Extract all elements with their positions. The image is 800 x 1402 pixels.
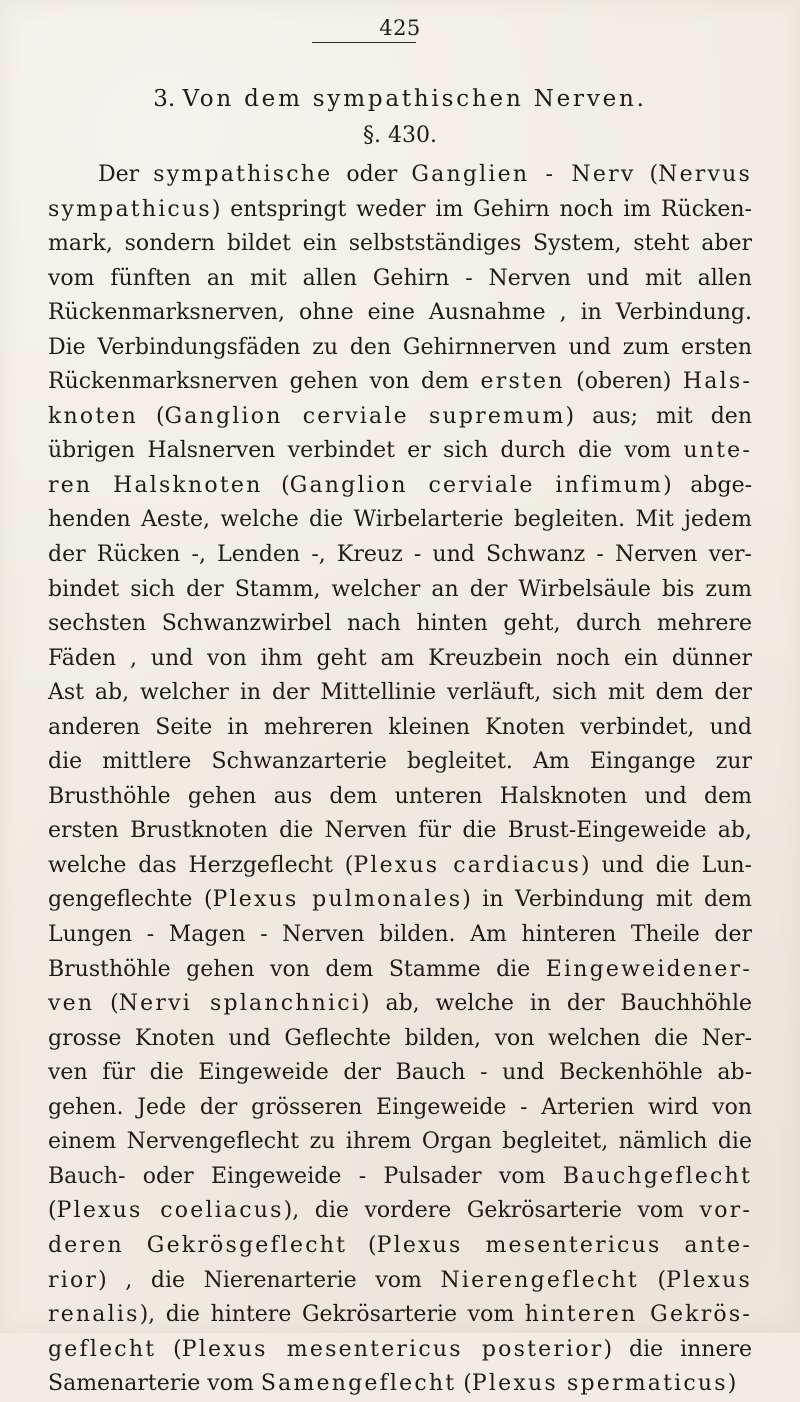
text-line	[48, 953, 752, 988]
text-run: henden Aeste, welche die Wirbelarterie begleiten. Mit jedem	[48, 507, 752, 533]
text-run: Brusthöhle gehen von dem Stamme die	[48, 956, 546, 982]
text-run: (	[456, 1371, 472, 1397]
emphasized-text: unte-	[683, 438, 752, 464]
text-line	[48, 1367, 752, 1402]
text-run: (	[262, 472, 290, 498]
text-run: mark, sondern bildet ein selbstständiges System, steht aber	[48, 231, 752, 257]
emphasized-text: geflecht	[48, 1336, 157, 1362]
section-heading	[0, 86, 800, 114]
text-run: vom fünften an mit allen Gehirn - Nerven und mit allen	[48, 265, 752, 291]
emphasized-text: Plexus cardiacus	[353, 852, 582, 878]
text-line	[48, 1194, 752, 1229]
emphasized-text: rior	[48, 1267, 99, 1293]
text-line	[48, 1022, 752, 1057]
text-line	[48, 1229, 752, 1264]
text-line	[48, 607, 752, 642]
emphasized-text: Hals-	[682, 369, 752, 395]
text-line	[48, 1091, 752, 1126]
emphasized-text: knoten	[48, 403, 138, 429]
text-run: ) ab, welche in der Bauchhöhle	[361, 991, 753, 1017]
text-run: Brusthöhle gehen aus dem unteren Halsknoten und dem	[48, 783, 752, 809]
text-run: sechsten Schwanzwirbel nach hinten geht, durch mehrere	[48, 611, 752, 637]
text-line	[48, 365, 752, 400]
text-run: )	[727, 1371, 737, 1397]
text-run: bindet sich der Stamm, welcher an der Wirbelsäule bis zum	[48, 576, 752, 602]
page-number: 425	[379, 16, 421, 40]
emphasized-text: Plexus	[666, 1267, 753, 1293]
text-run: ) entspringt weder im Gehirn noch im Rücken-	[211, 196, 752, 222]
text-run: ) in Verbindung mit dem	[462, 887, 752, 913]
text-run: (	[48, 1198, 57, 1224]
text-run: anderen Seite in mehreren kleinen Knoten verbindet, und	[48, 714, 752, 740]
emphasized-text: Samengeflecht	[260, 1371, 457, 1397]
text-line	[48, 1125, 752, 1160]
text-run: (	[635, 162, 659, 187]
text-run: Fäden , und von ihm geht am Kreuzbein noch ein dünner	[48, 645, 752, 671]
emphasized-text: hinteren Gekrös-	[524, 1302, 752, 1328]
text-line	[48, 503, 752, 538]
text-run: die mittlere Schwanzarterie begleitet. Am Eingange zur	[48, 749, 752, 775]
text-line	[48, 814, 752, 849]
text-run: ersten Brustknoten die Nerven für die Brust-Eingeweide ab,	[48, 818, 752, 844]
text-run: der Rücken -, Lenden -, Kreuz - und Schwanz - Nerven ver-	[48, 542, 752, 568]
text-run: Ast ab, welcher in der Mittellinie verläuft, sich mit dem der	[48, 680, 752, 706]
emphasized-text: vor-	[699, 1198, 752, 1224]
emphasized-text: Ganglion cerviale infimum	[289, 472, 664, 498]
text-run: ven für die Eingeweide der Bauch - und Beckenhöhle ab-	[48, 1060, 752, 1086]
text-line	[48, 1333, 752, 1368]
text-line	[48, 711, 752, 746]
emphasized-text: Ganglion cerviale supremum	[164, 403, 566, 429]
text-line	[48, 262, 752, 297]
text-line	[48, 1298, 752, 1333]
text-run: ) die innere	[603, 1336, 752, 1362]
text-line	[48, 573, 752, 608]
text-run: (	[156, 1336, 182, 1362]
text-run: Rückenmarksnerven gehen von dem	[48, 369, 481, 395]
text-line	[48, 1056, 752, 1091]
text-run: Die Verbindungsfäden zu den Gehirnnerven und zum ersten	[48, 334, 752, 360]
text-run: gehen. Jede der grösseren Eingeweide - Arterien wird von	[48, 1094, 752, 1120]
text-run: Rückenmarksnerven, ohne eine Ausnahme , in Verbindung.	[48, 300, 752, 326]
emphasized-text: Plexus pulmonales	[212, 887, 463, 913]
text-line	[48, 676, 752, 711]
emphasized-text: Nervi splanchnici	[118, 991, 361, 1017]
section-number: 3.	[153, 86, 183, 112]
text-line	[48, 296, 752, 331]
text-line	[48, 642, 752, 677]
text-run: ) und die Lun-	[581, 852, 752, 878]
emphasized-text: deren Gekrösgeflecht	[48, 1232, 348, 1258]
text-line	[48, 227, 752, 262]
text-line	[48, 469, 752, 504]
text-line	[48, 883, 752, 918]
emphasized-text: Nierengeflecht	[440, 1267, 639, 1293]
text-run: Samenarterie vom	[48, 1371, 261, 1397]
emphasized-text: Bauchgeflecht	[562, 1163, 752, 1189]
emphasized-text: renalis	[48, 1302, 140, 1328]
text-run: welche das Herzgeflecht (	[48, 852, 354, 878]
emphasized-text: ven	[48, 991, 95, 1017]
text-run: (	[347, 1232, 377, 1258]
paragraph-number: §. 430.	[363, 123, 437, 148]
text-line	[48, 1264, 752, 1299]
text-run: grosse Knoten und Geflechte bilden, von welchen die Ner-	[48, 1025, 752, 1051]
text-run: ), die vordere Gekrösarterie vom	[283, 1198, 700, 1224]
emphasized-text: ren Halsknoten	[48, 472, 263, 498]
emphasized-text: ersten	[480, 369, 565, 395]
text-line	[48, 193, 752, 228]
text-line	[48, 434, 752, 469]
text-run: ) aus; mit den	[565, 403, 752, 429]
emphasized-text: Plexus mesentericus posterior	[181, 1336, 604, 1362]
text-run: ), die hintere Gekrösarterie vom	[139, 1302, 525, 1328]
emphasized-text: Ganglien - Nerv	[411, 162, 636, 187]
text-run: Der	[98, 162, 154, 187]
text-run: (oberen)	[564, 369, 683, 395]
text-line	[48, 780, 752, 815]
text-run: (	[137, 403, 165, 429]
text-run: gengeflechte (	[48, 887, 213, 913]
page-number-rule	[312, 42, 416, 43]
text-run: Lungen - Magen - Nerven bilden. Am hinteren Theile der	[48, 922, 752, 948]
text-line	[48, 331, 752, 366]
text-run: oder	[332, 162, 412, 187]
text-line	[48, 745, 752, 780]
text-run: (	[638, 1267, 667, 1293]
emphasized-text: sympathische	[153, 162, 333, 187]
text-line	[48, 538, 752, 573]
text-run: (	[94, 991, 119, 1017]
text-run: Bauch- oder Eingeweide - Pulsader vom	[48, 1163, 563, 1189]
text-line	[48, 400, 752, 435]
text-run: übrigen Halsnerven verbindet er sich durch die vom	[48, 438, 684, 464]
body-paragraph	[48, 158, 752, 1402]
emphasized-text: Eingeweidener-	[545, 956, 752, 982]
emphasized-text: Plexus mesentericus ante-	[376, 1232, 752, 1258]
emphasized-text: sympathicus	[48, 196, 212, 222]
text-line	[48, 849, 752, 884]
text-run: einem Nervengeflecht zu ihrem Organ begleitet, nämlich die	[48, 1129, 752, 1155]
text-run: ) , die Nierenarterie vom	[98, 1267, 441, 1293]
emphasized-text: Nervus	[658, 162, 753, 187]
text-line	[48, 918, 752, 953]
text-line	[48, 158, 752, 193]
text-run: ) abge-	[663, 472, 753, 498]
section-title: Von dem sympathischen Nerven.	[182, 86, 647, 112]
text-line	[48, 987, 752, 1022]
emphasized-text: Plexus coeliacus	[56, 1198, 284, 1224]
text-line	[48, 1160, 752, 1195]
emphasized-text: Plexus spermaticus	[471, 1371, 728, 1397]
